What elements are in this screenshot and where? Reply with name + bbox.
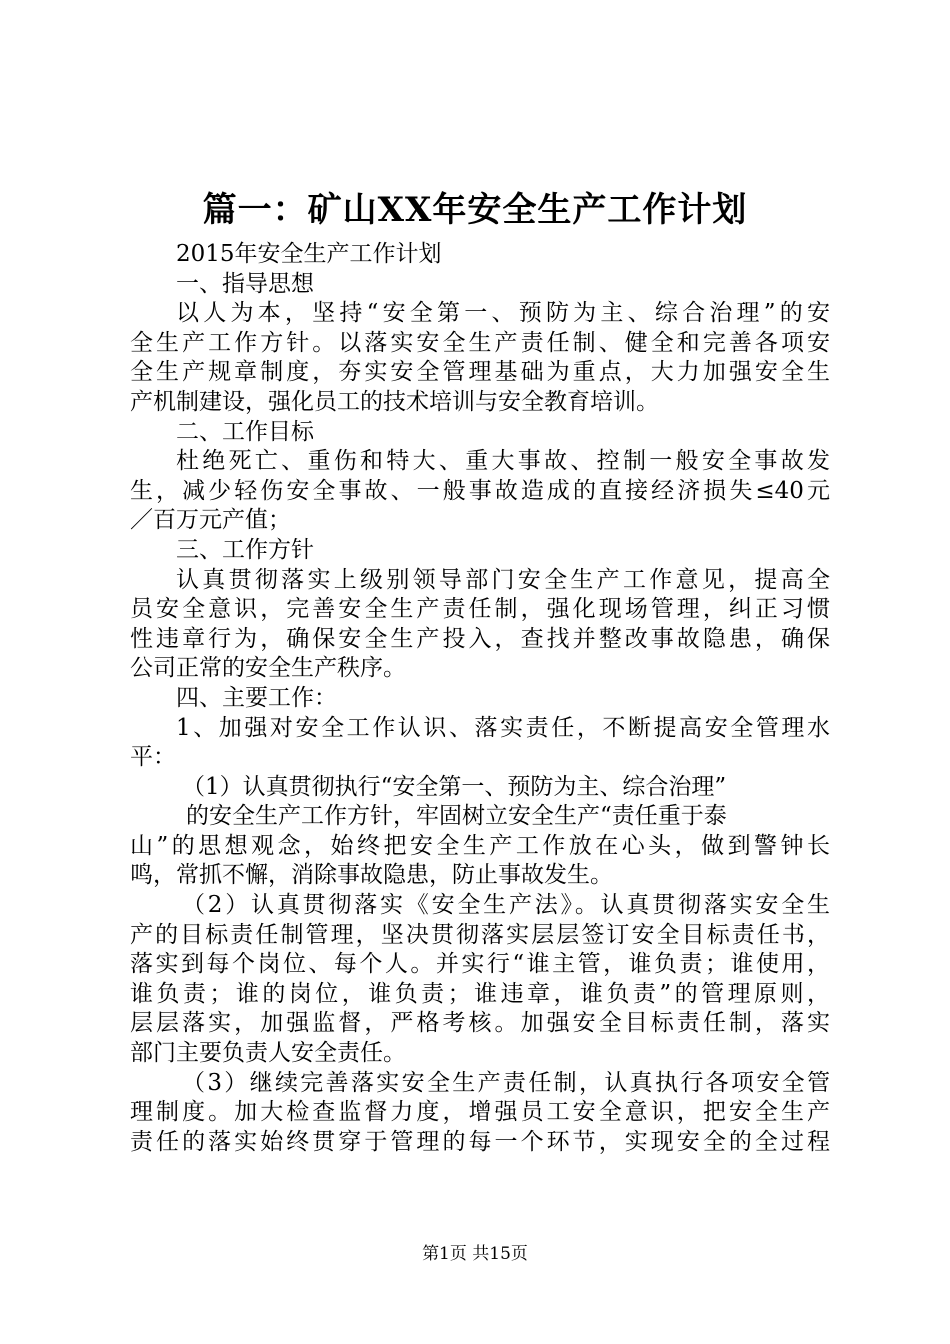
document-title: 篇一：矿山XX年安全生产工作计划: [202, 190, 748, 230]
section-heading-policy: 三、工作方针: [176, 536, 314, 563]
paragraph-line: 生，减少轻伤安全事故、一般事故造成的直接经济损失≤40元: [130, 477, 830, 504]
paragraph-line: （1）认真贯彻执行“安全第一、预防为主、综合治理”: [182, 773, 727, 800]
paragraph-line: 鸣，常抓不懈，消除事故隐患，防止事故发生。: [130, 862, 613, 889]
paragraph-line: 山”的思想观念，始终把安全生产工作放在心头，做到警钟长: [130, 832, 830, 859]
paragraph-line: 全生产工作方针。以落实安全生产责任制、健全和完善各项安: [130, 329, 830, 356]
paragraph-line: 以人为本，坚持“安全第一、预防为主、综合治理”的安: [176, 300, 830, 327]
page-number-footer: 第1页 共15页: [422, 1244, 528, 1264]
paragraph-line: （3）继续完善落实安全生产责任制，认真执行各项安全管: [182, 1069, 830, 1096]
section-heading-guiding: 一、指导思想: [176, 270, 314, 297]
paragraph-line: 落实到每个岗位、每个人。并实行“谁主管，谁负责；谁使用，: [130, 951, 830, 978]
paragraph-line: 部门主要负责人安全责任。: [130, 1040, 406, 1067]
paragraph-line: （2）认真贯彻落实《安全生产法》。认真贯彻落实安全生: [182, 892, 830, 919]
paragraph-line: 性违章行为，确保安全生产投入，查找并整改事故隐患，确保: [130, 625, 830, 652]
section-heading-goals: 二、工作目标: [176, 418, 314, 445]
paragraph-line: 谁负责；谁的岗位，谁负责；谁违章，谁负责”的管理原则，: [130, 980, 830, 1007]
paragraph-line: 全生产规章制度，夯实安全管理基础为重点，大力加强安全生: [130, 359, 830, 386]
paragraph-line: 产的目标责任制管理，坚决贯彻落实层层签订安全目标责任书，: [130, 921, 830, 948]
paragraph-line: 产机制建设，强化员工的技术培训与安全教育培训。: [130, 388, 659, 415]
paragraph-line: ／百万元产值；: [130, 507, 291, 534]
plan-subtitle: 2015年安全生产工作计划: [176, 241, 442, 267]
document-body: [130, 240, 830, 1157]
paragraph-line: 杜绝死亡、重伤和特大、重大事故、控制一般安全事故发: [176, 448, 830, 475]
paragraph-line: 公司正常的安全生产秩序。: [130, 655, 406, 682]
paragraph-line: 员安全意识，完善安全生产责任制，强化现场管理，纠正习惯: [130, 596, 830, 623]
paragraph-line: 认真贯彻落实上级别领导部门安全生产工作意见，提高全: [176, 566, 830, 593]
paragraph-line: 的安全生产工作方针，牢固树立安全生产“责任重于泰: [186, 803, 727, 830]
paragraph-line: 理制度。加大检查监督力度，增强员工安全意识，把安全生产: [130, 1099, 830, 1126]
paragraph-line: 平：: [130, 744, 176, 771]
section-heading-main-work: 四、主要工作：: [176, 684, 337, 711]
paragraph-line: 1、加强对安全工作认识、落实责任，不断提高安全管理水: [176, 714, 830, 741]
paragraph-line: 责任的落实始终贯穿于管理的每一个环节，实现安全的全过程: [130, 1128, 830, 1155]
paragraph-line: 层层落实，加强监督，严格考核。加强安全目标责任制，落实: [130, 1010, 830, 1037]
